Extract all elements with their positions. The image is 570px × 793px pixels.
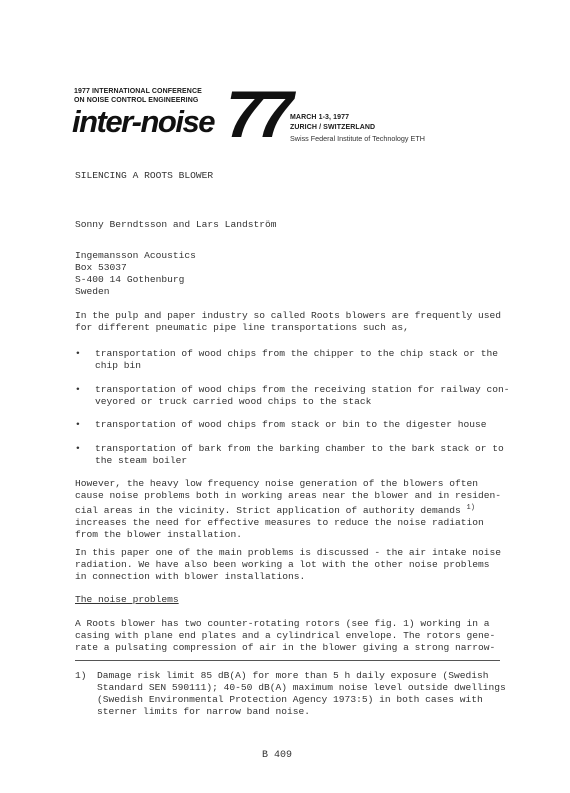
intro-paragraph — [75, 310, 501, 334]
bullet-glyph: • — [75, 443, 81, 454]
text-line: chip bin — [95, 360, 142, 371]
text-line: sterner limits for narrow band noise. — [97, 706, 311, 717]
bullet-item — [75, 384, 510, 408]
text-line: In the pulp and paper industry so called Roots blowers are frequently used — [75, 310, 502, 321]
text-line: radiation. We have also been working a lot with the other noise problems — [75, 559, 490, 570]
paragraph-main-problem — [75, 547, 501, 583]
text-line: from the blower installation. — [75, 529, 242, 541]
text-line: transportation of wood chips from the receiving station for railway con- — [95, 384, 510, 395]
text-line: Standard SEN 590111); 40-50 dB(A) maximum noise level outside dwellings — [97, 682, 506, 693]
text-line: cause noise problems both in working areas near the blower and in residen- — [75, 490, 502, 501]
text-line: in connection with blower installations. — [75, 571, 306, 582]
logo-year: 77 — [226, 77, 288, 151]
text-line-part: cial areas in the vicinity. Strict application of authority demands — [75, 505, 461, 517]
bullet-glyph: • — [75, 419, 81, 430]
section-heading: The noise problems — [75, 594, 179, 605]
conference-line-1: 1977 INTERNATIONAL CONFERENCE — [74, 88, 202, 95]
footnote-label: 1) — [75, 670, 87, 681]
text-line: However, the heavy low frequency noise generation of the blowers often — [75, 478, 479, 489]
logo-wordmark: inter-noise — [72, 104, 214, 139]
paragraph-roots-blower — [75, 618, 495, 654]
text-line: Damage risk limit 85 dB(A) for more than 5 h daily exposure (Swedish — [97, 670, 489, 681]
text-line: for different pneumatic pipe line transportations such as, — [75, 322, 409, 333]
paragraph-authority — [75, 478, 501, 541]
conference-institute: Swiss Federal Institute of Technology ETH — [290, 134, 425, 143]
affiliation-line: Ingemansson Acoustics — [75, 250, 196, 261]
affiliation-line: S-400 14 Gothenburg — [75, 274, 185, 285]
affiliation-line: Box 53037 — [75, 262, 127, 273]
text-line: A Roots blower has two counter-rotating rotors (see fig. 1) working in a — [75, 618, 490, 629]
footnote-reference: 1) — [466, 504, 475, 512]
text-line: veyored or truck carried wood chips to the stack — [95, 396, 372, 407]
conference-place: ZURICH / SWITZERLAND — [290, 124, 376, 131]
text-line: rate a pulsating compression of air in the blower giving a strong narrow- — [75, 642, 496, 653]
text-line — [75, 502, 501, 517]
text-line: increases the need for effective measures to reduce the noise radiation — [75, 517, 484, 529]
paper-authors: Sonny Berndtsson and Lars Landström — [75, 219, 277, 230]
footnote-divider — [75, 660, 500, 661]
text-line: transportation of wood chips from stack or bin to the digester house — [95, 419, 487, 430]
bullet-glyph: • — [75, 384, 81, 395]
affiliation — [75, 250, 196, 298]
paper-title: SILENCING A ROOTS BLOWER — [75, 170, 214, 181]
bullet-item — [75, 443, 504, 467]
bullet-glyph: • — [75, 348, 81, 359]
footnote — [75, 670, 506, 718]
text-line: In this paper one of the main problems is discussed - the air intake noise — [75, 547, 502, 558]
conference-line-2: ON NOISE CONTROL ENGINEERING — [74, 97, 199, 104]
text-line: transportation of wood chips from the chipper to the chip stack or the — [95, 348, 499, 359]
bullet-item — [75, 348, 498, 372]
bullet-item — [75, 419, 487, 431]
conference-date: MARCH 1-3, 1977 — [290, 114, 350, 121]
text-line: (Swedish Environmental Protection Agency 1973:5) in both cases with — [97, 694, 483, 705]
page-number: B 409 — [262, 750, 293, 761]
text-line: casing with plane end plates and a cylindrical envelope. The rotors gene- — [75, 630, 496, 641]
text-line: transportation of bark from the barking chamber to the bark stack or to — [95, 443, 504, 454]
text-line: the steam boiler — [95, 455, 188, 466]
affiliation-line: Sweden — [75, 286, 110, 297]
